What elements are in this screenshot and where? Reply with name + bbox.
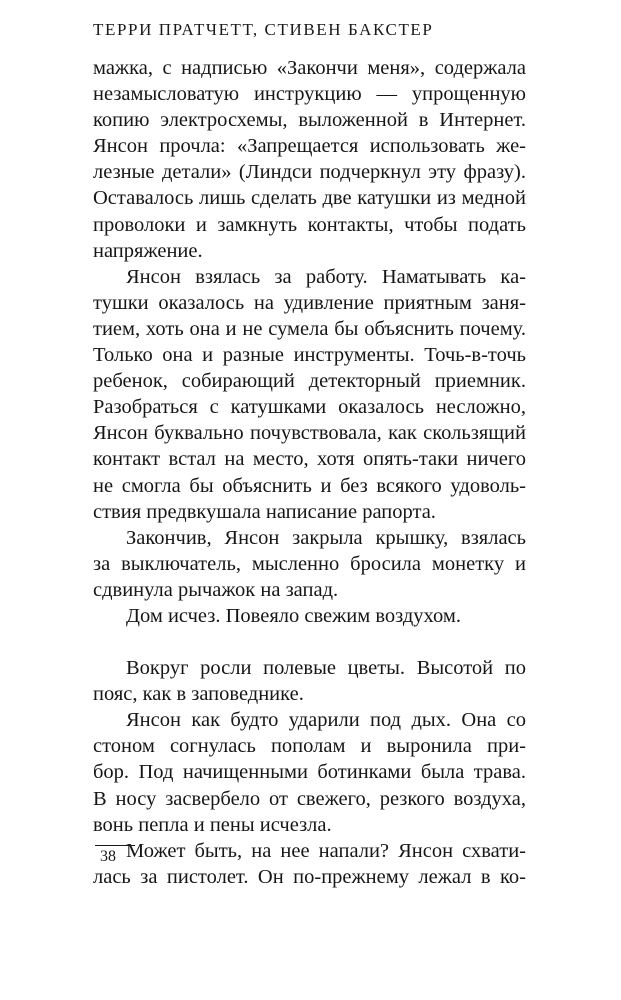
paragraph-start-line: Янсон как будто ударили под дых. Она со — [126, 709, 526, 732]
text-line: стоном согнулась пополам и выронила при- — [93, 735, 526, 758]
text-line: тушки оказалось на удивление приятным заня- — [93, 291, 526, 314]
text-line: Оставалось лишь сделать две катушки из медной — [93, 187, 526, 210]
text-line: бор. Под начищенными ботинками была трава. — [93, 761, 526, 784]
text-line: пояс, как в заповеднике. — [93, 683, 304, 706]
page-number: 38 — [100, 848, 116, 865]
text-line: напряжение. — [93, 239, 203, 262]
paragraph-start-line: Может быть, на нее напали? Янсон схвати- — [126, 839, 526, 862]
text-line: тием, хоть она и не сумела бы объяснить почему. — [93, 317, 526, 340]
text-line: Янсон прочла: «Запрещается использовать же- — [93, 135, 526, 158]
paragraph-start-line: Вокруг росли полевые цветы. Высотой по — [126, 657, 526, 680]
paragraph-start-line: Дом исчез. Повеяло свежим воздухом. — [126, 604, 461, 627]
running-head: ТЕРРИ ПРАТЧЕТТ, СТИВЕН БАКСТЕР — [93, 20, 434, 39]
text-line: Янсон буквально почувствовала, как скользящий — [93, 422, 526, 445]
footer-rule — [95, 845, 135, 846]
text-line: контакт встал на место, хотя опять-таки ничего — [93, 448, 526, 471]
text-line: ребенок, собирающий детекторный приемник. — [93, 370, 526, 393]
text-line: В носу засвербело от свежего, резкого воздуха, — [93, 787, 526, 810]
text-line: Разобраться с катушками оказалось несложно, — [93, 396, 526, 419]
text-line: не смогла бы объяснить и без всякого удоволь- — [93, 474, 526, 497]
text-line: лась за пистолет. Он по-прежнему лежал в ко- — [93, 865, 526, 888]
text-line: ствия предвкушала написание рапорта. — [93, 500, 436, 523]
text-line: незамысловатую инструкцию — упрощенную — [93, 83, 526, 106]
text-line: лезные детали» (Линдси подчеркнул эту фразу). — [93, 161, 526, 184]
text-line: проволоки и замкнуть контакты, чтобы подать — [93, 213, 526, 236]
text-line: Только она и разные инструменты. Точь-в-точь — [93, 344, 526, 367]
text-line: копию электросхемы, выложенной в Интернет. — [93, 109, 526, 132]
body-text — [93, 55, 526, 890]
text-line: мажка, с надписью «Закончи меня», содержала — [93, 57, 526, 79]
text-line: за выключатель, мысленно бросила монетку и — [93, 552, 526, 575]
text-line: вонь пепла и пены исчезла. — [93, 813, 332, 836]
text-line: сдвинула рычажок на запад. — [93, 578, 339, 601]
paragraph-start-line: Закончив, Янсон закрыла крышку, взялась — [126, 526, 526, 549]
paragraph-start-line: Янсон взялась за работу. Наматывать ка- — [126, 265, 526, 288]
section-break — [93, 629, 526, 655]
